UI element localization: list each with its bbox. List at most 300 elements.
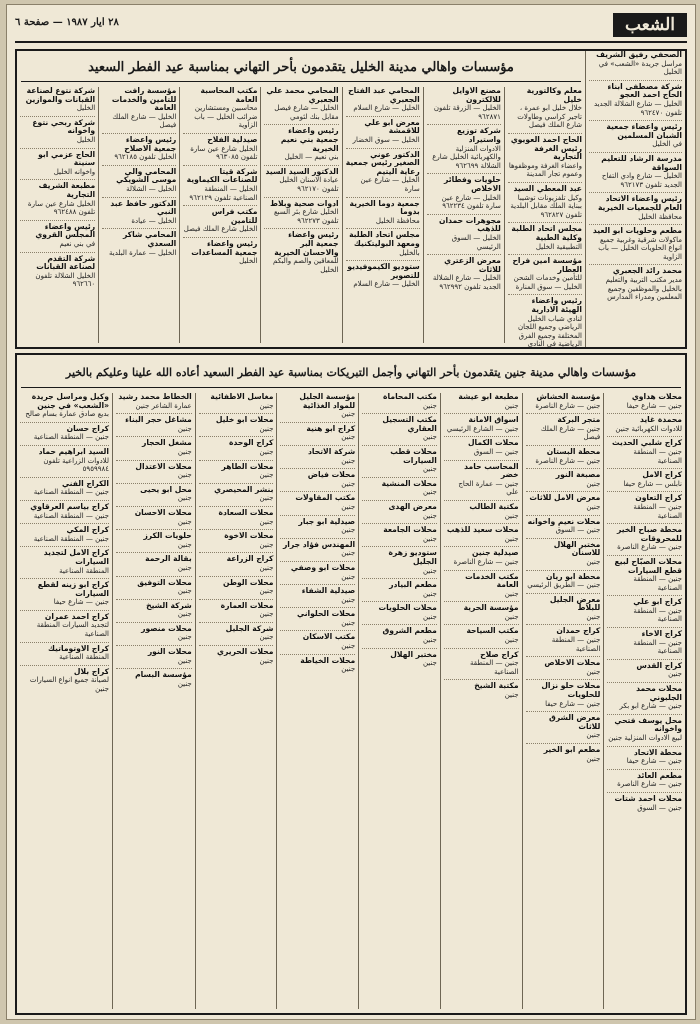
listing-title: صيدلية ابو جبار bbox=[298, 516, 356, 526]
listing-details: جنين — شارع حيفا bbox=[545, 699, 601, 708]
listing-details: جنين — المنطقة الصناعية bbox=[633, 606, 682, 624]
divider bbox=[427, 254, 501, 255]
listing-title: محلات العمارة bbox=[220, 600, 274, 610]
listing-title: ستوديو زهرة الجليل bbox=[388, 548, 437, 566]
listing-title: رئيس واعضاء جمعية الشبان المسلمين bbox=[606, 122, 682, 140]
listing-entry bbox=[526, 573, 601, 590]
listing-title: محل ابو يحيى bbox=[140, 484, 192, 494]
listing-details: جنين bbox=[504, 401, 519, 410]
listing-title: مؤسسة الخشاش bbox=[536, 392, 601, 401]
listing-entry bbox=[444, 573, 519, 599]
listing-title: جمعية دوما الخيرية بدوما bbox=[349, 198, 420, 217]
listing-title: مطعم العائد bbox=[637, 770, 682, 780]
listing-details: جنين bbox=[177, 679, 192, 688]
listing-details: جنين bbox=[341, 433, 356, 442]
listing-entry bbox=[526, 471, 601, 488]
divider bbox=[607, 413, 682, 414]
listing-entry bbox=[427, 217, 501, 251]
listing-details: جنين — المنطقة الصناعية bbox=[633, 447, 682, 465]
listing-title: محلات الكمال bbox=[467, 438, 519, 448]
listing-details: محافظة الخليل bbox=[375, 216, 420, 225]
listing-entry bbox=[508, 297, 582, 349]
divider bbox=[116, 529, 192, 530]
listing-title: محلات حلو نزال للحلويات bbox=[541, 681, 601, 700]
listing-title: الدكتور السيد السيد bbox=[265, 166, 339, 176]
divider bbox=[427, 124, 501, 125]
listing-entry bbox=[20, 119, 95, 145]
listing-details: جنين — المنطقة الصناعية bbox=[33, 511, 109, 520]
listing-title: الخطاط محمد رشيد bbox=[118, 392, 192, 401]
listing-entry bbox=[607, 393, 682, 410]
divider bbox=[20, 445, 109, 446]
divider bbox=[116, 576, 192, 577]
listing-title: المحامي محمد علي الجعبري bbox=[266, 86, 339, 104]
listing-title: محلات الصبّاح لبيع قطع السيارات bbox=[614, 556, 682, 575]
listing-title: محلات احمد شتات bbox=[614, 793, 682, 803]
listing-details: جنين bbox=[341, 410, 356, 419]
divider bbox=[526, 624, 601, 625]
listing-details: جنين bbox=[422, 659, 437, 668]
divider bbox=[362, 578, 437, 579]
listing-entry bbox=[607, 598, 682, 624]
divider bbox=[607, 714, 682, 715]
listing-entry bbox=[280, 425, 355, 442]
listing-title: مجلس اتحاد الطلبة وكلية الطبية bbox=[511, 224, 582, 242]
listing-details: جنين bbox=[259, 471, 274, 480]
listing-details: مراسل جريدة «الشعب» في الخليل bbox=[598, 59, 682, 77]
listing-details: جنين bbox=[259, 633, 274, 642]
divider bbox=[102, 197, 176, 198]
strip-listing bbox=[589, 195, 682, 221]
listing-entry bbox=[444, 439, 519, 456]
listing-title: كراج حسان bbox=[66, 423, 109, 433]
listing-entry bbox=[102, 136, 176, 162]
divider bbox=[280, 491, 355, 492]
listing-title: كراج حمدان bbox=[556, 626, 601, 636]
hebron-ad-body bbox=[17, 51, 585, 347]
listing-title: الدكتور حافظ عبد النبي bbox=[110, 198, 177, 217]
listing-entry bbox=[362, 416, 437, 442]
divider bbox=[199, 436, 274, 437]
listing-entry bbox=[526, 494, 601, 511]
listing-title: الدكتور عوني الصغير رئيس جمعية رعاية اليتيم bbox=[345, 149, 420, 176]
listing-entry bbox=[20, 223, 95, 249]
strip-listing bbox=[589, 267, 682, 301]
divider bbox=[280, 468, 355, 469]
divider bbox=[607, 682, 682, 683]
listing-title: معرض الجليل للبلاط bbox=[549, 594, 601, 613]
listing-title: محلات الحلواني bbox=[297, 609, 356, 619]
divider bbox=[183, 165, 257, 166]
divider bbox=[444, 624, 519, 625]
strip-listing bbox=[20, 668, 109, 694]
listing-column bbox=[440, 393, 522, 1009]
listing-entry bbox=[280, 494, 355, 511]
listing-title: حلويات وفطائر الاخلاص bbox=[444, 175, 501, 193]
divider bbox=[20, 477, 109, 478]
divider bbox=[589, 120, 682, 121]
listing-title: شركة الاتحاد bbox=[307, 446, 356, 456]
divider bbox=[526, 679, 601, 680]
listing-details: جنين bbox=[341, 549, 356, 558]
listing-title: مكتب المحاماة bbox=[383, 392, 437, 401]
listing-details: جنين bbox=[259, 563, 274, 572]
listing-title: مؤسسة رافت للتامين والخدمات العامة bbox=[111, 86, 177, 113]
divider bbox=[444, 523, 519, 524]
listing-details: الخليل الشلالة تلفون ٩٦٢٦٦٠ bbox=[35, 271, 96, 289]
listing-details: جنين bbox=[177, 447, 192, 456]
listing-details: الخليل — سوق الخضار bbox=[352, 135, 420, 144]
listing-details: محافظة الخليل bbox=[638, 212, 682, 221]
divider bbox=[199, 599, 274, 600]
listing-entry bbox=[508, 225, 582, 251]
divider bbox=[589, 192, 682, 193]
divider bbox=[116, 599, 192, 600]
listing-title: محمد رائد الجعبري bbox=[612, 266, 682, 276]
listing-details: جنين bbox=[341, 572, 356, 581]
listing-details: جنين bbox=[259, 424, 274, 433]
listing-details: الخليل — السوق الرئيسي bbox=[451, 233, 501, 251]
listing-entry bbox=[427, 127, 501, 170]
listing-details: جنين bbox=[504, 589, 519, 598]
listing-details: الخليل شارع بئر السبع تلفون ٩٦٢٢٧٣ bbox=[273, 208, 339, 225]
listing-title: مؤسسة البسام bbox=[135, 670, 192, 680]
listing-details: جنين bbox=[341, 642, 356, 651]
listing-title: مصبغة النور bbox=[555, 470, 601, 480]
divider bbox=[20, 148, 95, 149]
listing-details: جنين bbox=[586, 667, 601, 676]
listing-details: جنين bbox=[586, 731, 601, 740]
listing-title: مختبر الهلال للاسنان bbox=[553, 539, 601, 558]
divider bbox=[508, 133, 582, 134]
listing-entry bbox=[607, 772, 682, 789]
listing-entry bbox=[362, 526, 437, 543]
listing-details: جنين — شارع حيفا bbox=[626, 757, 682, 766]
divider bbox=[183, 133, 257, 134]
divider bbox=[264, 197, 338, 198]
listing-entry bbox=[444, 604, 519, 621]
listing-title: الكراج الفني bbox=[61, 478, 109, 488]
listing-details: للادوات الزراعية تلفون ٥٩٥٩٩٨٤ bbox=[43, 456, 109, 474]
listing-title: مكتب التسجيل العقاري bbox=[382, 415, 437, 433]
newspaper-page bbox=[6, 4, 696, 1020]
listing-details: جنين bbox=[259, 656, 274, 665]
listing-entry bbox=[116, 439, 192, 456]
listing-details: لصيانة جميع انواع السيارات جنين bbox=[29, 676, 109, 694]
listing-title: محلات المنشية bbox=[381, 478, 437, 488]
listing-entry bbox=[362, 393, 437, 410]
divider bbox=[607, 436, 682, 437]
listing-column bbox=[17, 87, 98, 343]
divider bbox=[526, 570, 601, 571]
listing-details: جنين — شارع الملك فيصل bbox=[540, 424, 601, 442]
listing-details: جنين — الطريق الرئيسي bbox=[527, 581, 601, 590]
listing-title: مطعم ابو الخير bbox=[543, 745, 601, 754]
divider bbox=[508, 222, 582, 223]
divider bbox=[280, 561, 355, 562]
listing-title: كراج الزراعة bbox=[226, 554, 274, 564]
listing-entry bbox=[116, 625, 192, 642]
divider bbox=[607, 746, 682, 747]
listing-title: محلات الاحسان bbox=[134, 507, 192, 517]
listing-details: الخليل — الزرقة تلفون ٩٦٢٨٧١ bbox=[433, 104, 501, 121]
listing-title: معرض ابو علي للاقمشة bbox=[364, 117, 420, 136]
listing-title: شركة ربحي نتوع واخوانه bbox=[32, 117, 96, 136]
listing-entry bbox=[362, 627, 437, 644]
listing-entry bbox=[102, 87, 176, 130]
divider bbox=[444, 413, 519, 414]
listing-details: جنين bbox=[422, 465, 437, 474]
listing-entry bbox=[20, 151, 95, 177]
listing-details: جنين bbox=[422, 589, 437, 598]
listing-details: محاسبين ومستشارين ضرائب الخليل — باب الزاوية bbox=[194, 104, 258, 130]
listing-title: محلات الخياطة bbox=[300, 655, 356, 665]
listing-details: الادوات المنزلية والكهربائية الخليل شارع الشلالة ٩٦٢٦٩٩ bbox=[432, 144, 501, 170]
listing-entry bbox=[444, 416, 519, 433]
listing-title: مطعم البيادر bbox=[389, 580, 437, 590]
listing-entry bbox=[607, 558, 682, 592]
divider bbox=[102, 228, 176, 229]
listing-details: الخليل — شارع السلام bbox=[353, 104, 420, 113]
listing-title: شركة نتوع لصناعة القبانات والموازين bbox=[25, 86, 96, 104]
divider bbox=[526, 515, 601, 516]
strip-listing bbox=[20, 480, 109, 497]
listing-entry bbox=[346, 263, 420, 289]
listing-details: لبيع الادوات المنزلية جنين bbox=[608, 734, 682, 742]
listing-title: مختبر الهلال bbox=[390, 649, 437, 659]
divider bbox=[116, 436, 192, 437]
listing-details: خلال خليل ابو عمرة ، تاجير كراسي وطاولات شارع الملك فيصل bbox=[517, 104, 582, 130]
divider bbox=[444, 460, 519, 461]
listing-title: رئيس واعضاء جمعية البر والاحسان الخيرية bbox=[274, 230, 339, 257]
listing-details: جنين — المنطقة الصناعية bbox=[633, 502, 682, 520]
listing-details: مدير مكتب التربية والتعليم بالخليل والموظفين وجميع المعلمين ومدراء المدارس bbox=[605, 276, 682, 302]
divider bbox=[102, 165, 176, 166]
jenin-ad-title: مؤسسات واهالي مدينة جنين يتقدمون بأحر التهاني وأجمل التبريكات بمناسبة عيد الفطر السعيد أعاده الله علينا وعليكم بالخير bbox=[21, 359, 681, 388]
listing-details: ماكولات شرقية وغربية جميع انواع الحلويات الخليل — باب الزاوية bbox=[598, 235, 682, 261]
listing-details: للمعاقين والصم والبكم الخليل bbox=[273, 257, 339, 274]
strip-listing bbox=[20, 613, 109, 639]
listing-entry bbox=[607, 630, 682, 656]
masthead bbox=[15, 11, 687, 43]
divider bbox=[346, 197, 420, 198]
listing-entry bbox=[427, 176, 501, 210]
listing-entry bbox=[183, 240, 257, 266]
listing-title: محلات الاخوة bbox=[224, 531, 274, 541]
listing-details: جنين bbox=[177, 656, 192, 665]
listing-entry bbox=[116, 509, 192, 526]
listing-entry bbox=[362, 549, 437, 575]
listing-entry bbox=[116, 579, 192, 596]
listing-title: حلويات الكرز bbox=[143, 531, 192, 541]
listing-title: كراج صلاح bbox=[480, 649, 519, 659]
listing-entry bbox=[526, 541, 601, 567]
listing-title: صيدلية الشفاء bbox=[301, 586, 356, 596]
listing-title: مكتب المقاولات bbox=[295, 493, 356, 503]
listing-details: جنين bbox=[504, 511, 519, 520]
listing-details: الخليل شارع عين سارة تلفون ٩٦٢٤٨٨ bbox=[27, 199, 96, 217]
listing-details: جنين bbox=[177, 471, 192, 480]
listing-entry bbox=[199, 486, 274, 503]
divider bbox=[607, 595, 682, 596]
listing-title: رئيس واعضاء الهيئة الادارية bbox=[531, 296, 582, 315]
listing-title: محمدة غايد bbox=[639, 415, 682, 425]
listing-entry bbox=[199, 648, 274, 665]
listing-entry bbox=[346, 151, 420, 194]
listing-entry bbox=[102, 231, 176, 257]
listing-details: للتأمين وخدمات الشحن الخليل — سوق المنارة bbox=[513, 274, 582, 291]
listing-entry bbox=[20, 87, 95, 113]
listing-title: محلات الوطن bbox=[223, 577, 274, 587]
listing-entry bbox=[607, 439, 682, 465]
listing-title: كراج الامل لتجديد السيارات bbox=[43, 548, 109, 566]
listing-title: محلات نعيم واخوانه bbox=[527, 516, 601, 526]
listing-entry bbox=[116, 532, 192, 549]
strip-listing bbox=[20, 425, 109, 442]
listing-entry bbox=[116, 602, 192, 619]
listing-details: جنين — شارع الناصرة bbox=[617, 543, 682, 552]
listing-entry bbox=[183, 87, 257, 130]
divider bbox=[589, 264, 682, 265]
divider bbox=[427, 214, 501, 215]
listing-entry bbox=[183, 168, 257, 202]
listing-details: جنين bbox=[422, 534, 437, 543]
listing-entry bbox=[362, 651, 437, 668]
divider bbox=[183, 237, 257, 238]
listing-title: مكتب الخدمات العامة bbox=[465, 571, 519, 590]
listing-entry bbox=[280, 610, 355, 627]
divider bbox=[199, 576, 274, 577]
listing-details: الخليل — شارع الشلالة الجديد تلفون ٩٦٢٤٧٠ bbox=[593, 99, 682, 117]
listing-details: جنين — شارع حيفا bbox=[53, 598, 109, 607]
listing-title: كراج احمد عمران bbox=[44, 611, 109, 621]
listing-title: كراج شلبي الحديث bbox=[611, 438, 682, 448]
divider bbox=[280, 630, 355, 631]
listing-details: جنين bbox=[422, 488, 437, 497]
divider bbox=[346, 116, 420, 117]
listing-details: عمارة الشاعر جنين bbox=[135, 401, 192, 410]
listing-details: جنين bbox=[586, 557, 601, 566]
newspaper-logo: الشعب bbox=[613, 13, 687, 37]
listing-title: مغاسل الاطفائية bbox=[210, 392, 274, 401]
divider bbox=[607, 468, 682, 469]
listing-entry bbox=[116, 486, 192, 503]
listing-title: مطبعة الشريف التجارية bbox=[38, 181, 96, 199]
listing-details: بالخليل bbox=[399, 248, 420, 257]
listing-title: رئيس واعضاء الاتحاد العام للجمعيات الخيرية bbox=[597, 194, 682, 212]
listing-title: مؤسسة الحرية bbox=[463, 603, 519, 613]
listing-details: جنين — شارع ابو بكر bbox=[619, 702, 682, 711]
divider bbox=[20, 500, 109, 501]
listing-entry bbox=[444, 463, 519, 497]
listing-entry bbox=[526, 518, 601, 535]
divider bbox=[199, 622, 274, 623]
listing-title: اسواق الامانة bbox=[468, 415, 519, 425]
listing-entry bbox=[264, 168, 338, 194]
listing-title: مجلس اتحاد الطلبة ومعهد البوليتكنيك bbox=[349, 230, 420, 248]
listing-entry bbox=[199, 463, 274, 480]
listing-details: الخليل — الشلالة bbox=[126, 184, 177, 193]
listing-title: محلات الاخلاص bbox=[544, 658, 601, 668]
listing-details: جنين bbox=[668, 670, 682, 679]
listing-details: جنين bbox=[422, 433, 437, 442]
listing-entry bbox=[444, 526, 519, 543]
listing-details: جنين — المنطقة الصناعية bbox=[33, 534, 109, 543]
listing-title: مؤسسة امين فراح العطار bbox=[512, 256, 582, 274]
listing-details: جنين — المنطقة الصناعية bbox=[33, 433, 109, 442]
listing-title: محلات الطاهر bbox=[221, 461, 274, 471]
divider bbox=[20, 116, 95, 117]
listing-title: كراج ابو زينه لقطع السيارات bbox=[37, 580, 109, 598]
listing-title: السيد ابراهيم حماد bbox=[38, 446, 109, 456]
listing-details: واعضاء الغرفة وموظفوها وعموم تجار المدينة bbox=[508, 161, 582, 179]
listing-details: الخليل — شارع عين سارة bbox=[360, 176, 420, 193]
listing-entry bbox=[280, 541, 355, 558]
listing-details: جنين bbox=[422, 511, 437, 520]
listing-entry bbox=[607, 749, 682, 766]
divider bbox=[589, 224, 682, 225]
listing-entry bbox=[607, 795, 682, 812]
listing-details: جنين bbox=[177, 494, 192, 503]
listing-details: جنين bbox=[341, 526, 356, 535]
divider bbox=[20, 610, 109, 611]
listing-details: جنين bbox=[259, 401, 274, 410]
listing-entry bbox=[427, 257, 501, 291]
listing-title: محلات فياض bbox=[307, 470, 356, 480]
listing-entry bbox=[199, 532, 274, 549]
listing-entry bbox=[526, 596, 601, 622]
divider bbox=[508, 182, 582, 183]
listing-column bbox=[113, 393, 195, 1009]
listing-details: جنين — السوق bbox=[555, 526, 601, 535]
divider bbox=[264, 165, 338, 166]
divider bbox=[362, 500, 437, 501]
divider bbox=[116, 460, 192, 461]
listing-details: الخليل bbox=[76, 104, 96, 113]
hebron-ad-title: مؤسسات واهالي مدينة الخليل يتقدمون بأحر التهاني بمناسبة عيد الفطر السعيد bbox=[21, 55, 581, 82]
divider bbox=[362, 477, 437, 478]
divider bbox=[589, 152, 682, 153]
hebron-right-strip bbox=[585, 51, 685, 347]
listing-title: كراج ابو علي bbox=[633, 597, 682, 607]
listing-title: ادوات صحية وبلاط bbox=[270, 198, 339, 208]
listing-entry bbox=[508, 87, 582, 130]
listing-title: محلات سعيد للذهب bbox=[446, 525, 519, 535]
divider bbox=[280, 584, 355, 585]
listing-details: للادوات الكهربائية جنين bbox=[615, 424, 682, 433]
listing-title: كراج الامل bbox=[642, 470, 682, 480]
listing-title: محل يوسف فتحي واخوانه bbox=[614, 715, 682, 734]
divider bbox=[508, 294, 582, 295]
listing-entry bbox=[116, 671, 192, 688]
strip-listing bbox=[20, 581, 109, 607]
listing-entry bbox=[102, 168, 176, 194]
listing-title: محلات الحريري bbox=[217, 647, 274, 657]
listing-entry bbox=[444, 549, 519, 566]
listing-entry bbox=[526, 659, 601, 676]
divider bbox=[116, 506, 192, 507]
listing-title: شركة الشيخ bbox=[146, 600, 192, 610]
listing-details: جنين bbox=[341, 618, 356, 627]
listing-entry bbox=[362, 480, 437, 497]
listing-column bbox=[423, 87, 504, 343]
divider bbox=[199, 645, 274, 646]
listing-title: مدرسة الرشاد للتعليم السواقة bbox=[601, 153, 682, 172]
listing-title: كراج الاخاء bbox=[641, 629, 682, 639]
listing-entry bbox=[102, 200, 176, 226]
listing-title: مكتب السياحة bbox=[466, 626, 519, 636]
listing-entry bbox=[116, 393, 192, 410]
